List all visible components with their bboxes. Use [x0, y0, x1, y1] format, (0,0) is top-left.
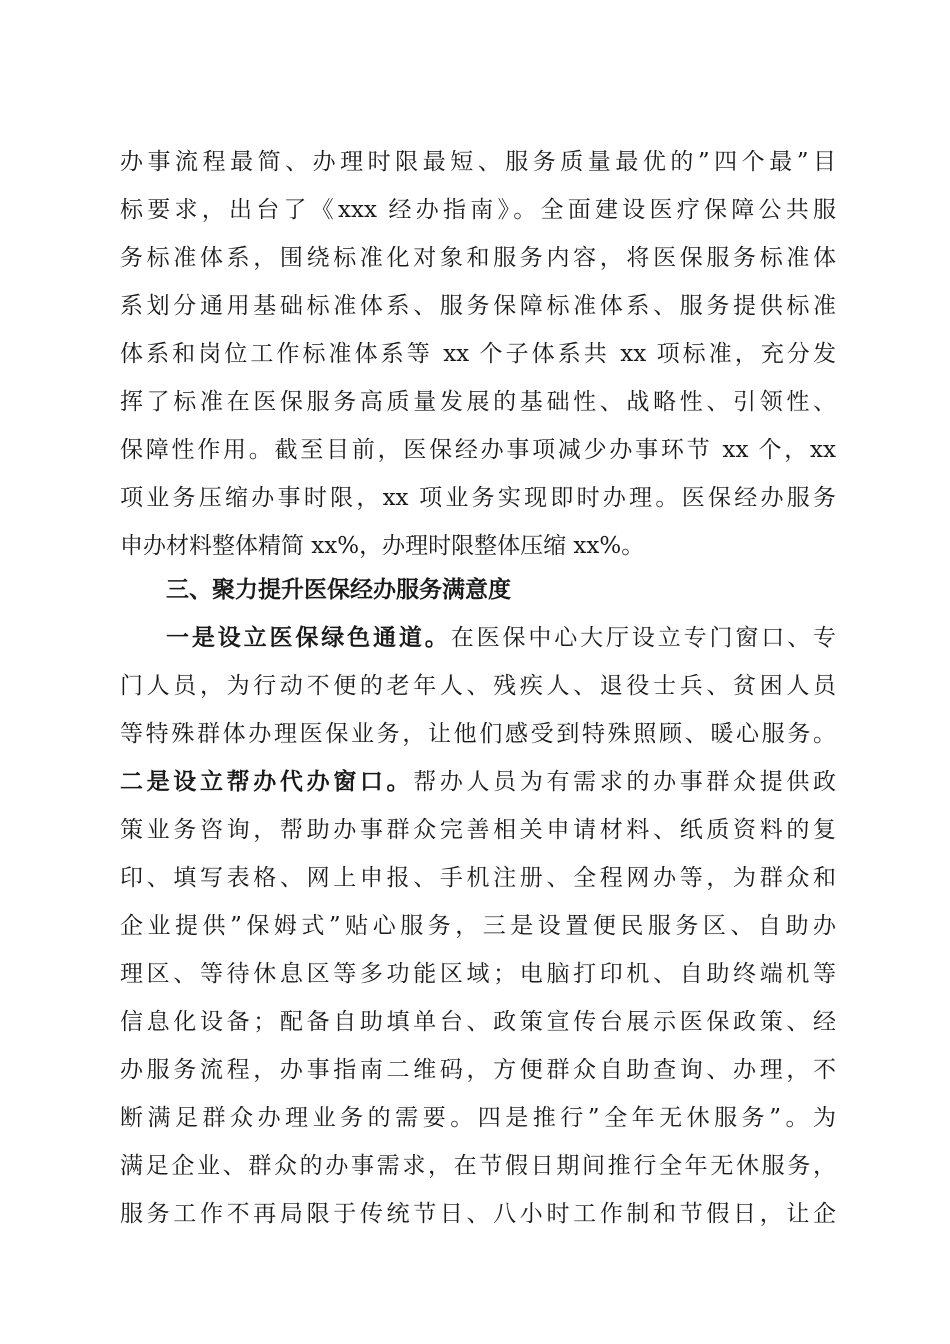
- text-line: 印、填写表格、网上申报、手机注册、全程网办等，为群众和: [120, 865, 836, 891]
- text-line: [120, 758, 836, 806]
- text-line: 服务工作不再局限于传统节日、八小时工作制和节假日，让企: [120, 1201, 836, 1227]
- text-line: 保障性作用。截至目前，医保经办事项减少办事环节 xx 个，xx: [120, 437, 836, 463]
- text-line: 标要求，出台了《xxx 经办指南》。全面建设医疗保障公共服: [120, 197, 836, 223]
- text-line: 务标准体系，围绕标准化对象和服务内容，将医保服务标准体: [120, 245, 836, 271]
- text-line: 项业务压缩办事时限，xx 项业务实现即时办理。医保经办服务: [120, 485, 836, 511]
- text-line: 等特殊群体办理医保业务，让他们感受到特殊照顾、暖心服务。: [120, 721, 836, 747]
- text-line: 信息化设备；配备自助填单台、政策宣传台展示医保政策、经: [120, 1009, 836, 1035]
- text-line: [166, 614, 836, 662]
- text-line: 断满足群众办理业务的需要。四是推行”全年无休服务”。为: [120, 1105, 836, 1131]
- text-line: 策业务咨询，帮助办事群众完善相关申请材料、纸质资料的复: [120, 817, 836, 843]
- text-line: 办事流程最简、办理时限最短、服务质量最优的”四个最”目: [120, 149, 836, 175]
- text-line: 办服务流程，办事指南二维码，方便群众自助查询、办理，不: [120, 1057, 836, 1083]
- item-lead-assist-window: 二是设立帮办代办窗口。: [120, 769, 414, 795]
- text-line: 申办材料整体精简 xx%，办理时限整体压缩 xx%。: [120, 533, 645, 559]
- text-line: 理区、等待休息区等多功能区域；电脑打印机、自助终端机等: [120, 961, 836, 987]
- text-line: 满足企业、群众的办事需求，在节假日期间推行全年无休服务，: [120, 1153, 836, 1179]
- section-heading: 三、聚力提升医保经办服务满意度: [166, 577, 511, 603]
- text-line: 系划分通用基础标准体系、服务保障标准体系、服务提供标准: [120, 293, 836, 319]
- text-line: 门人员，为行动不便的老年人、残疾人、退役士兵、贫困人员: [120, 673, 836, 699]
- text-span: 帮办人员为有需求的办事群众提供政: [413, 769, 837, 795]
- text-line: 企业提供”保姆式”贴心服务，三是设置便民服务区、自助办: [120, 913, 836, 939]
- text-span: 在医保中心大厅设立专门窗口、专: [450, 625, 837, 651]
- text-line: 挥了标准在医保服务高质量发展的基础性、战略性、引领性、: [120, 389, 836, 415]
- item-lead-green-channel: 一是设立医保绿色通道。: [166, 625, 451, 651]
- text-line: 体系和岗位工作标准体系等 xx 个子体系共 xx 项标准，充分发: [120, 341, 836, 367]
